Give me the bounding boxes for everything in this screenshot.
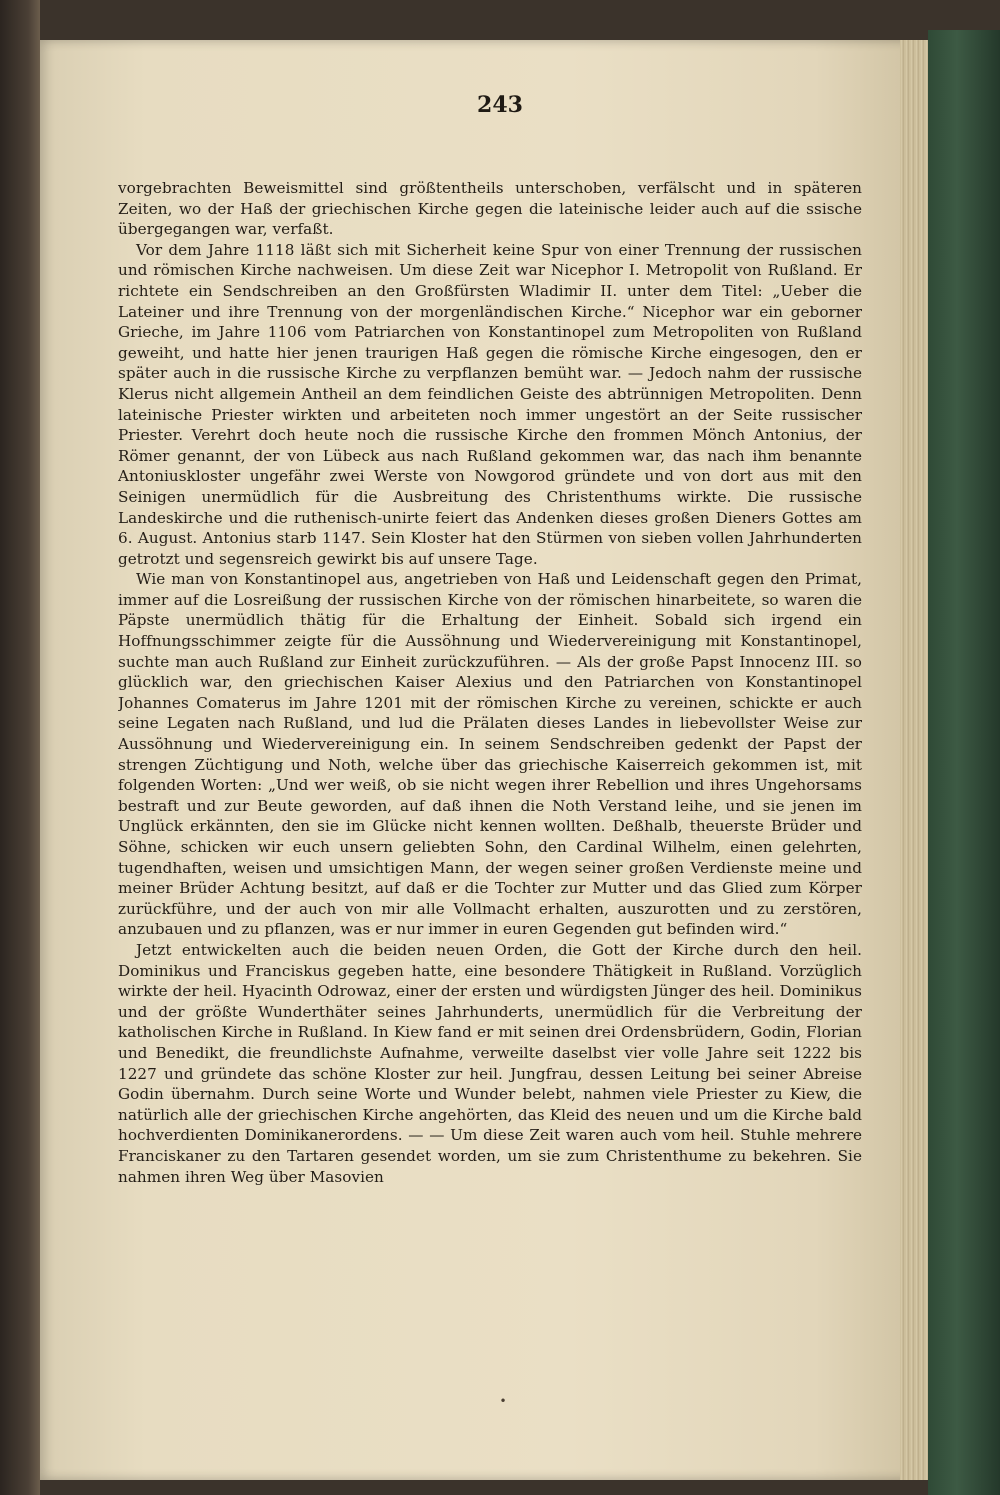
paragraph-1: vorgebrachten Beweismittel sind größtentheils unterschoben, verfälscht und in späteren Zeiten, wo der Haß der griechischen Kirche gegen die lateinische leider auch auf die ssische übergegangen war, verfaßt. [118,179,862,239]
body-text [118,178,862,1378]
paragraph-3: Wie man von Konstantinopel aus, angetrieben von Haß und Leidenschaft gegen den Primat, immer auf die Losreißung der russischen Kirche von der römischen hinarbeitete, so waren die Päpste unermüdlich thätig für die Erhaltung der Einheit. Sobald sich irgend ein Hoffnungsschimmer zeigte für die Aussöhnung und Wiedervereinigung mit Konstantinopel, suchte man auch Rußland zur Einheit zurückzuführen. — Als der große Papst Innocenz III. so glücklich war, den griechischen Kaiser Alexius und den Patriarchen von Konstantinopel Johannes Comaterus im Jahre 1201 mit der römischen Kirche zu vereinen, schickte er auch seine Legaten nach Rußland, und lud die Prälaten dieses Landes in liebevollster Weise zur Aussöhnung und Wiedervereinigung ein. In seinem Sendschreiben gedenkt der Papst der strengen Züchtigung und Noth, welche über das griechische Kaiserreich gekommen ist, mit folgenden Worten: „Und wer weiß, ob sie nicht wegen ihrer Rebellion und ihres Ungehorsams bestraft und zur Beute geworden, auf daß ihnen die Noth Verstand leihe, und sie jenen im Unglück erkännten, den sie im Glücke nicht kennen wollten. Deßhalb, theuerste Brüder und Söhne, schicken wir euch unsern geliebten Sohn, den Cardinal Wilhelm, einen gelehrten, tugendhaften, weisen und umsichtigen Mann, der wegen seiner großen Verdienste meine und meiner Brüder Achtung besitzt, auf daß er die Tochter zur Mutter und das Glied zum Körper zurückführe, und der auch von mir alle Vollmacht erhalten, auszurotten und zu zerstören, anzubauen und zu pflanzen, was er nur immer in euren Gegenden gut befinden wird.“ [118,570,862,939]
page-number: 243 [477,92,523,118]
page-bottom-mark: • [499,1394,507,1408]
page-edges [900,40,928,1480]
paragraph-4: Jetzt entwickelten auch die beiden neuen Orden, die Gott der Kirche durch den heil. Dominikus und Franciskus gegeben hatte, eine besondere Thätigkeit in Rußland. Vorzüglich wirkte der heil. Hyacinth Odrowaz, einer der ersten und würdigsten Jünger des heil. Dominikus und der größte Wunderthäter seines Jahrhunderts, unermüdlich für die Verbreitung der katholischen Kirche in Rußland. In Kiew fand er mit seinen drei Ordensbrüdern, Godin, Florian und Benedikt, die freundlichste Aufnahme, verweilte daselbst vier volle Jahre seit 1222 bis 1227 und gründete das schöne Kloster zur heil. Jungfrau, dessen Leitung bei seiner Abreise Godin übernahm. Durch seine Worte und Wunder belebt, nahmen viele Priester zu Kiew, die natürlich alle der griechischen Kirche angehörten, das Kleid des neuen und um die Kirche bald hochverdienten Dominikanerordens. — — Um diese Zeit waren auch vom heil. Stuhle mehrere Franciskaner zu den Tartaren gesendet worden, um sie zum Christenthume zu bekehren. Sie nahmen ihren Weg über Masovien [118,940,862,1186]
book-cover-left [0,0,40,1495]
paragraph-2: Vor dem Jahre 1118 läßt sich mit Sicherheit keine Spur von einer Trennung der russischen und römischen Kirche nachweisen. Um diese Zeit war Nicephor I. Metropolit von Rußland. Er richtete ein Sendschreiben an den Großfürsten Wladimir II. unter dem Titel: „Ueber die Lateiner und ihre Trennung von der morgenländischen Kirche.“ Nicephor war ein geborner Grieche, im Jahre 1106 vom Patriarchen von Konstantinopel zum Metropoliten von Rußland geweiht, und hatte hier jenen traurigen Haß gegen die römische Kirche eingesogen, den er später auch in die russische Kirche zu verpflanzen bemüht war. — Jedoch nahm der russische Klerus nicht allgemein Antheil an dem feindlichen Geiste des abtrünnigen Metropoliten. Denn lateinische Priester wirkten und arbeiteten noch immer ungestört an der Seite russischer Priester. Verehrt doch heute noch die russische Kirche den frommen Mönch Antonius, der Römer genannt, der von Lübeck aus nach Rußland gekommen war, das nach ihm benannte Antoniuskloster ungefähr zwei Werste von Nowgorod gründete und von dort aus mit den Seinigen unermüdlich für die Ausbreitung des Christenthums wirkte. Die russische Landeskirche und die ruthenisch-unirte feiert das Andenken dieses großen Dieners Gottes am 6. August. Antonius starb 1147. Sein Kloster hat den Stürmen von sieben vollen Jahrhunderten getrotzt und segensreich gewirkt bis auf unsere Tage. [118,240,862,568]
book-cover-right [928,30,1000,1495]
